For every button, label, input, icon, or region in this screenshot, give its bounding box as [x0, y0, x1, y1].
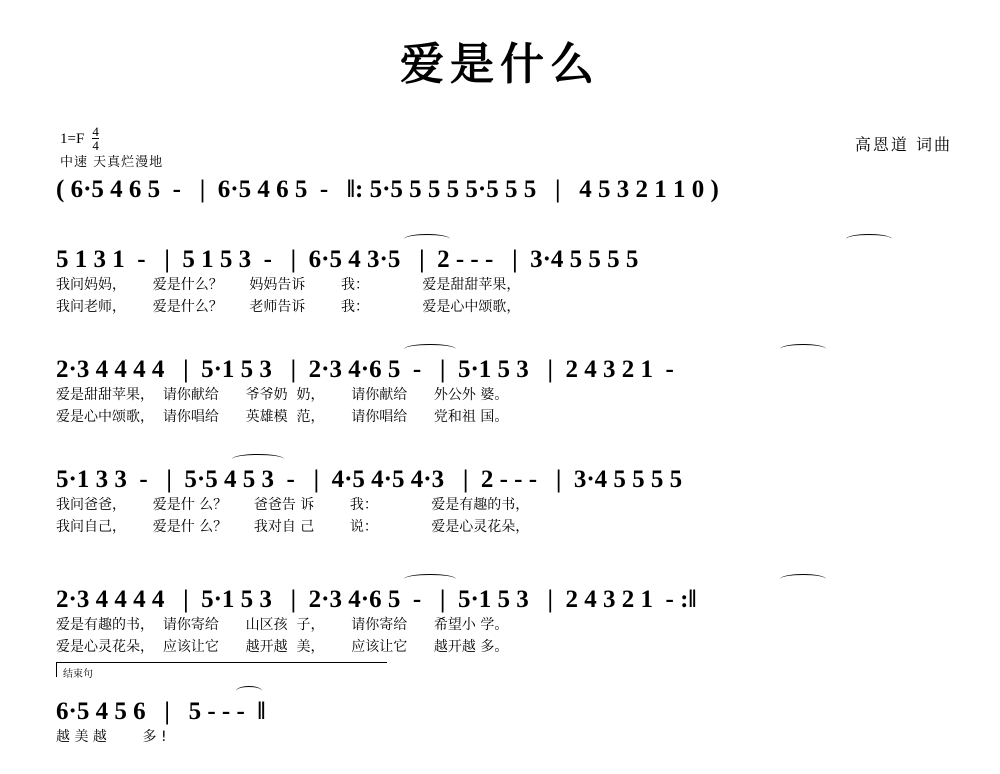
music-system-4	[56, 578, 952, 658]
tempo-marking: 中速 天真烂漫地	[60, 155, 164, 170]
lyric-row-verse2: 爱是心中颂歌， 请你唱给 英雄模 范， 请你唱给 党和祖 国。	[56, 409, 509, 425]
music-system-3	[56, 458, 952, 538]
slur-mark	[404, 344, 456, 354]
slur-mark	[232, 454, 284, 464]
music-system-intro	[56, 168, 952, 204]
notes-row: 5·1 3 3 - | 5·5 4 5 3 - | 4·5 4·5 4·3 | 2 - - - | 3·4 5 5 5 5	[56, 466, 683, 493]
lyric-row-verse2: 我问自己， 爱是什 么？ 我对自 己 说： 爱是心灵花朵，	[56, 519, 530, 535]
key-signature	[60, 126, 99, 153]
lyric-row-verse1: 爱是有趣的书， 请你寄给 山区孩 子， 请你寄给 希望小 学。	[56, 617, 509, 633]
slur-mark	[404, 574, 456, 584]
notes-row: 5 1 3 1 - | 5 1 5 3 - | 6·5 4 3·5 | 2 - - - | 3·4 5 5 5 5	[56, 246, 639, 273]
lyric-row-verse2: 我问老师， 爱是什么？ 老师告诉 我： 爱是心中颂歌，	[56, 299, 521, 315]
slur-mark	[846, 234, 892, 244]
slur-mark	[780, 344, 826, 354]
notes-row: 2·3 4 4 4 4 | 5·1 5 3 | 2·3 4·6 5 - | 5·1 5 3 | 2 4 3 2 1 - :‖	[56, 586, 697, 613]
music-system-1	[56, 238, 952, 318]
lyric-row-verse1: 我问爸爸， 爱是什 么？ 爸爸告 诉 我： 爱是有趣的书，	[56, 497, 530, 513]
slur-mark	[780, 574, 826, 584]
notes-row: 6·5 4 5 6 | 5 - - - ‖	[56, 698, 266, 725]
fermata-mark	[236, 686, 262, 696]
coda-bracket	[56, 662, 387, 677]
music-system-coda	[56, 690, 952, 748]
lyric-row-verse1: 爱是甜甜苹果， 请你献给 爷爷奶 奶， 请你献给 外公外 婆。	[56, 387, 509, 403]
music-system-2	[56, 348, 952, 428]
lyric-row-coda: 越 美 越 多 !	[56, 729, 167, 745]
notes-row: 2·3 4 4 4 4 | 5·1 5 3 | 2·3 4·6 5 - | 5·1 5 3 | 2 4 3 2 1 -	[56, 356, 674, 383]
lyric-row-verse1: 我问妈妈， 爱是什么？ 妈妈告诉 我： 爱是甜甜苹果，	[56, 277, 521, 293]
time-signature-numerator: 4	[92, 124, 99, 139]
slur-mark	[404, 234, 450, 244]
notes-row: ( 6·5 4 6 5 - | 6·5 4 6 5 - ‖: 5·5 5 5 5 5·5 5 5 | 4 5 3 2 1 1 0 )	[56, 176, 719, 203]
lyric-row-verse2: 爱是心灵花朵， 应该让它 越开越 美， 应该让它 越开越 多。	[56, 639, 509, 655]
coda-label: 结束句	[63, 669, 93, 680]
composer-credit: 高恩道 词曲	[854, 135, 952, 154]
key-signature-text: 1=F	[60, 131, 85, 147]
time-signature	[92, 125, 99, 152]
page-title: 爱是什么	[400, 39, 600, 90]
time-signature-denominator: 4	[92, 138, 99, 153]
